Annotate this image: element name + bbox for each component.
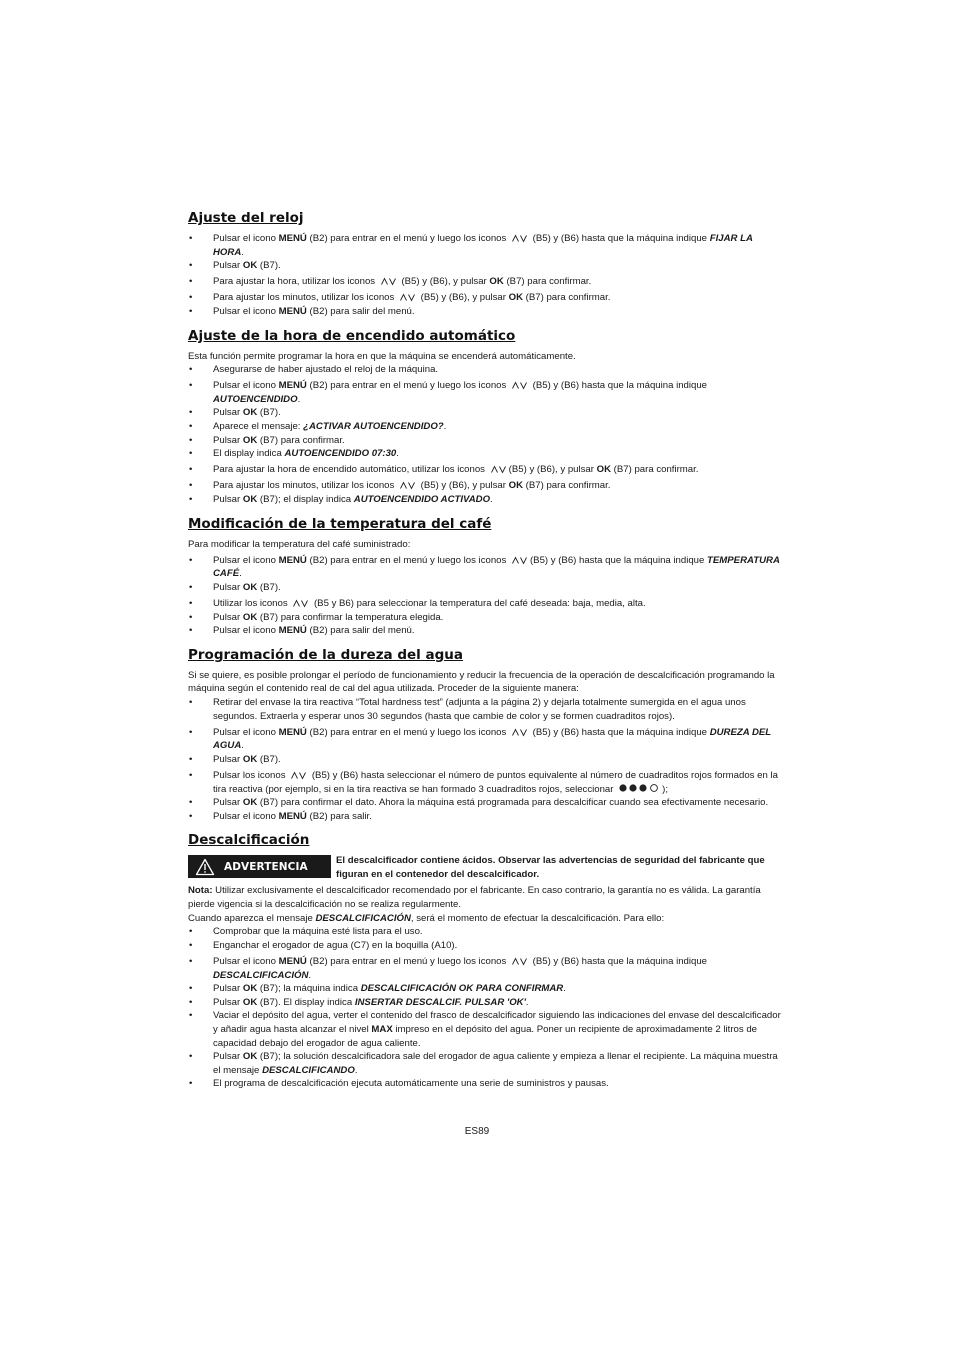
bold-text: OK	[242, 1051, 258, 1063]
text-run: (B7) para confirmar.	[523, 480, 611, 492]
text-run: (B7) para confirmar el dato. Ahora la máquina está programada para descalcificar cuando sea efectivamente necesario.	[257, 797, 769, 809]
bold-text: OK	[242, 581, 258, 593]
text-run: .	[563, 983, 566, 995]
emphasis-text-inner: DESCALCIFICACIÓN OK PARA CONFIRMAR	[360, 983, 564, 995]
warning-label-box	[188, 855, 331, 878]
list-item	[188, 447, 784, 461]
text-run: .	[490, 494, 493, 505]
section-intro: Si se quiere, es posible prolongar el período de funcionamiento y reducir la frecuencia de la operación de descalcificación programando la máquina según el contenido real de cal del agua utilizada. Proceder de la siguiente manera:	[188, 669, 775, 695]
page-number: ES89	[464, 1126, 490, 1137]
note-paragraph	[188, 884, 784, 911]
text-run: (B7).	[257, 407, 281, 419]
section-title: Programación de la dureza del agua	[188, 646, 464, 663]
text-run: .	[239, 568, 242, 580]
text-run: Aparece el mensaje:	[213, 421, 304, 433]
section-temperatura-cafe	[188, 516, 784, 638]
emphasis-text-inner: DUREZA DEL AGUA	[213, 726, 771, 752]
up-down-arrows-icon	[400, 293, 415, 302]
text-run: Pulsar el icono	[213, 233, 279, 244]
step-list	[188, 554, 784, 638]
warning-block	[188, 854, 784, 881]
list-item	[188, 434, 784, 448]
section-ajuste-reloj	[188, 210, 784, 319]
bold-text: OK	[242, 983, 258, 995]
text-run: (B7); el display indica	[257, 494, 354, 505]
text-run: (B7); la máquina indica	[257, 983, 361, 995]
text-run: .	[443, 421, 447, 433]
text-run: .	[354, 1064, 358, 1076]
text-run: (B7).	[257, 753, 281, 765]
bold-text: OK	[242, 407, 258, 419]
section-title: Ajuste del reloj	[188, 210, 304, 226]
emphasis-text	[361, 983, 564, 994]
text-run: (B5) y (B6) hasta que la máquina indique	[529, 554, 708, 566]
list-item	[188, 305, 784, 319]
up-down-arrows-icon	[512, 728, 527, 737]
list-item	[188, 363, 784, 377]
text-run: (B2) para salir.	[306, 810, 372, 822]
emphasis-text	[354, 494, 490, 505]
bold-text: OK	[508, 480, 523, 492]
bold-text: Nota:	[188, 885, 213, 897]
text-run: Asegurarse de haber ajustado el reloj de la máquina.	[213, 364, 439, 376]
section-title: Ajuste de la hora de encendido automático	[188, 327, 516, 344]
text-run: (B2) para entrar en el menú y luego los iconos	[306, 554, 509, 566]
emphasis-text-inner: FIJAR LA HORA	[213, 233, 753, 258]
list-item	[188, 1077, 784, 1091]
text-run: Retirar del envase la tira reactiva “Total hardness test” (adjunta a la página 2) y dejarla totalmente sumergida en el agua unos segundos. Extraerla y esperar unos 30 segundos (hasta que cambie de color y se formen cuadraditos rojos).	[213, 696, 746, 722]
text-run: Pulsar	[213, 581, 243, 593]
bold-text: OK	[242, 797, 258, 809]
text-run: (B7).	[257, 260, 281, 272]
bold-text: OK	[489, 276, 504, 288]
emphasis-text-inner: AUTOENCENDIDO	[213, 393, 298, 405]
text-run: Vaciar el depósito del agua, verter el contenido del frasco de descalcificador siguiendo las indicaciones del envase del descalcificador y añadir agua hasta alcanzar el nivel	[213, 1010, 781, 1035]
text-run: Enganchar el erogador de agua (C7) en la boquilla (A10).	[213, 939, 458, 951]
bold-text: MENÚ	[278, 726, 307, 738]
text-run: Pulsar	[213, 407, 243, 419]
bold-text: OK	[242, 996, 258, 1008]
text-run: (B5) y (B6) hasta que la máquina indique	[529, 955, 708, 967]
text-run: (B5 y B6) para seleccionar la temperatura del café deseada: baja, media, alta.	[311, 597, 646, 609]
text-run: (B2) para salir del menú.	[306, 305, 415, 317]
bold-text: MAX	[371, 1023, 393, 1035]
emphasis-text	[355, 997, 526, 1008]
up-down-arrows-icon	[400, 481, 415, 490]
list-item	[188, 939, 784, 953]
text-run: Cuando aparezca el mensaje	[188, 912, 316, 924]
text-run: Utilizar exclusivamente el descalcificador recomendado por el fabricante. En caso contrario, la garantía no es válida. La garantía pierde vigencia si la descalcificación no se realiza regularmente.	[188, 885, 761, 911]
up-down-arrows-icon	[381, 277, 396, 286]
bold-text: MENÚ	[278, 233, 307, 244]
text-run: Pulsar	[213, 494, 243, 505]
list-item	[188, 420, 784, 434]
text-run: , será el momento de efectuar la descalcificación. Para ello:	[410, 912, 665, 924]
text-run: Para ajustar la hora, utilizar los iconos	[213, 276, 378, 288]
text-run: Pulsar	[213, 1051, 243, 1063]
bold-text: MENÚ	[278, 955, 307, 967]
bold-text: OK	[596, 464, 612, 476]
hardness-dots-icon	[618, 783, 660, 793]
list-item	[188, 810, 784, 824]
bold-text: OK	[242, 260, 258, 272]
bold-text: MENÚ	[278, 625, 307, 637]
text-run: (B7) para confirmar.	[611, 464, 699, 476]
list-item	[188, 275, 784, 289]
text-run: (B7); la solución descalcificadora sale del erogador de agua caliente y empieza a llenar el recipiente. La máquina muestra el mensaje	[213, 1051, 778, 1076]
bold-text: OK	[242, 434, 258, 446]
emphasis-text	[315, 913, 410, 924]
text-run: );	[662, 783, 669, 795]
text-run: Pulsar el icono	[213, 955, 279, 967]
list-item	[188, 955, 784, 982]
section-descalcificacion	[188, 832, 784, 1091]
emphasis-text	[213, 394, 298, 405]
bold-text: OK	[242, 611, 258, 623]
list-item	[188, 982, 784, 996]
section-intro: Esta función permite programar la hora en que la máquina se encenderá automáticamente.	[188, 350, 576, 362]
bold-text: OK	[508, 292, 523, 304]
step-list	[188, 363, 784, 506]
emphasis-text-inner: AUTOENCENDIDO ACTIVADO	[353, 494, 491, 505]
text-run: Pulsar el icono	[213, 380, 279, 392]
text-run: (B7). El display indica	[257, 996, 355, 1008]
text-run: Pulsar	[213, 983, 243, 995]
text-run: Pulsar el icono	[213, 305, 279, 317]
document-page	[188, 210, 784, 1091]
text-run: (B5) y (B6) hasta que la máquina indique	[529, 726, 710, 738]
text-run: (B7) para confirmar.	[503, 276, 592, 288]
text-run: (B5) y (B6) hasta que la máquina indique	[529, 380, 708, 392]
text-run: Pulsar el icono	[213, 726, 279, 738]
text-run: .	[297, 393, 301, 405]
list-item	[188, 581, 784, 595]
step-list	[188, 696, 784, 823]
emphasis-text-inner: ¿ACTIVAR AUTOENCENDIDO?	[303, 421, 444, 433]
text-run: (B5) y (B6), y pulsar	[417, 292, 509, 304]
warning-label: ADVERTENCIA	[224, 860, 308, 873]
emphasis-text-inner: AUTOENCENDIDO 07:30	[284, 448, 397, 460]
text-run: Utilizar los iconos	[213, 597, 291, 609]
step-list	[188, 232, 784, 319]
section-autoencendido	[188, 328, 784, 507]
text-run: (B2) para salir del menú.	[306, 625, 415, 637]
section-dureza-agua	[188, 647, 784, 824]
emphasis-text-inner: DESCALCIFICANDO	[262, 1064, 355, 1076]
list-item	[188, 291, 784, 305]
emphasis-text-inner: TEMPERATURA CAFÉ	[213, 554, 780, 580]
text-run: Pulsar	[213, 797, 243, 809]
bold-text: MENÚ	[278, 810, 307, 822]
bold-text: OK	[242, 494, 258, 505]
emphasis-text	[284, 448, 396, 459]
text-run: .	[241, 740, 244, 752]
list-item	[188, 996, 784, 1010]
emphasis-text-inner: DESCALCIFICACIÓN	[213, 969, 309, 981]
up-down-arrows-icon	[291, 771, 306, 780]
text-run: Pulsar	[213, 996, 243, 1008]
text-run: .	[241, 246, 244, 258]
up-down-arrows-icon	[512, 234, 527, 243]
bold-text: MENÚ	[278, 305, 307, 317]
text-run: (B5) y (B6) hasta seleccionar el número de puntos equivalente al número de cuadraditos rojos formados en la tira reactiva (por ejemplo, si en la tira reactiva se han formado 3 cuadraditos rojos, seleccionar	[213, 769, 778, 795]
text-run: (B5) y (B6), y pulsar	[508, 464, 597, 476]
warning-text: El descalcificador contiene ácidos. Observar las advertencias de seguridad del fabricante que figuran en el contenedor del descalcificador.	[336, 855, 765, 880]
list-item	[188, 611, 784, 625]
section-intro: Para modificar la temperatura del café suministrado:	[188, 538, 411, 550]
emphasis-text	[213, 970, 308, 981]
list-item	[188, 925, 784, 939]
step-list	[188, 925, 784, 1091]
warning-triangle-icon	[195, 858, 215, 876]
text-run: (B7).	[257, 581, 281, 593]
text-run: El display indica	[213, 448, 285, 460]
up-down-arrows-icon	[512, 556, 527, 565]
list-item	[188, 624, 784, 638]
up-down-arrows-icon	[293, 599, 308, 608]
text-run: (B5) y (B6), y pulsar	[417, 480, 509, 492]
bold-text: OK	[242, 753, 258, 765]
text-run: impreso en el depósito del agua. Poner un recipiente de aproximadamente 2 litros de capacidad debajo del erogador de agua caliente.	[213, 1023, 757, 1049]
list-item	[188, 259, 784, 273]
emphasis-text	[262, 1065, 355, 1076]
list-item	[188, 406, 784, 420]
text-run: Pulsar	[213, 260, 243, 272]
list-item	[188, 726, 784, 753]
text-run: (B5) y (B6) hasta que la máquina indique	[529, 233, 710, 244]
up-down-arrows-icon	[491, 465, 506, 474]
list-item	[188, 493, 784, 507]
list-item	[188, 696, 784, 723]
text-run: Pulsar el icono	[213, 625, 279, 637]
text-run: .	[525, 996, 529, 1008]
up-down-arrows-icon	[512, 381, 527, 390]
text-run: Pulsar	[213, 753, 243, 765]
emphasis-text	[303, 421, 444, 432]
text-run: (B7) para confirmar la temperatura elegida.	[257, 611, 444, 623]
bold-text: MENÚ	[278, 554, 307, 566]
text-run: Para ajustar los minutos, utilizar los iconos	[213, 480, 397, 492]
text-run: (B2) para entrar en el menú y luego los iconos	[306, 380, 509, 392]
text-run: Para ajustar la hora de encendido automático, utilizar los iconos	[213, 464, 488, 476]
text-run: Para ajustar los minutos, utilizar los iconos	[213, 292, 397, 304]
list-item	[188, 232, 784, 259]
list-item	[188, 463, 784, 477]
text-run: El programa de descalcificación ejecuta automáticamente una serie de suministros y pausas.	[213, 1078, 609, 1090]
text-run: (B5) y (B6), y pulsar	[398, 276, 490, 288]
emphasis-text-inner: DESCALCIFICACIÓN	[315, 912, 411, 924]
section-title: Descalcificación	[188, 832, 310, 849]
list-item	[188, 796, 784, 810]
text-run: Pulsar	[213, 434, 243, 446]
text-run: Pulsar el icono	[213, 810, 279, 822]
text-run: Pulsar el icono	[213, 554, 279, 566]
list-item	[188, 554, 784, 581]
bold-text: MENÚ	[278, 380, 307, 392]
text-run: (B2) para entrar en el menú y luego los iconos	[306, 233, 509, 244]
text-run: Comprobar que la máquina esté lista para el uso.	[213, 926, 423, 938]
section-title: Modificación de la temperatura del café	[188, 515, 492, 532]
list-item	[188, 479, 784, 493]
body-paragraph	[188, 912, 784, 926]
emphasis-text-inner: INSERTAR DESCALCIF. PULSAR 'OK'	[354, 996, 526, 1008]
list-item	[188, 597, 784, 611]
list-item	[188, 769, 784, 796]
text-run: .	[396, 448, 399, 460]
text-run: (B2) para entrar en el menú y luego los iconos	[306, 726, 509, 738]
text-run: Pulsar los iconos	[213, 769, 289, 781]
text-run: (B7) para confirmar.	[523, 292, 611, 304]
list-item	[188, 379, 784, 406]
text-run: .	[308, 969, 312, 981]
list-item	[188, 1050, 784, 1077]
up-down-arrows-icon	[512, 957, 527, 966]
text-run: (B7) para confirmar.	[257, 434, 345, 446]
text-run: Pulsar	[213, 611, 243, 623]
list-item	[188, 1009, 784, 1050]
text-run: (B2) para entrar en el menú y luego los iconos	[306, 955, 509, 967]
list-item	[188, 753, 784, 767]
